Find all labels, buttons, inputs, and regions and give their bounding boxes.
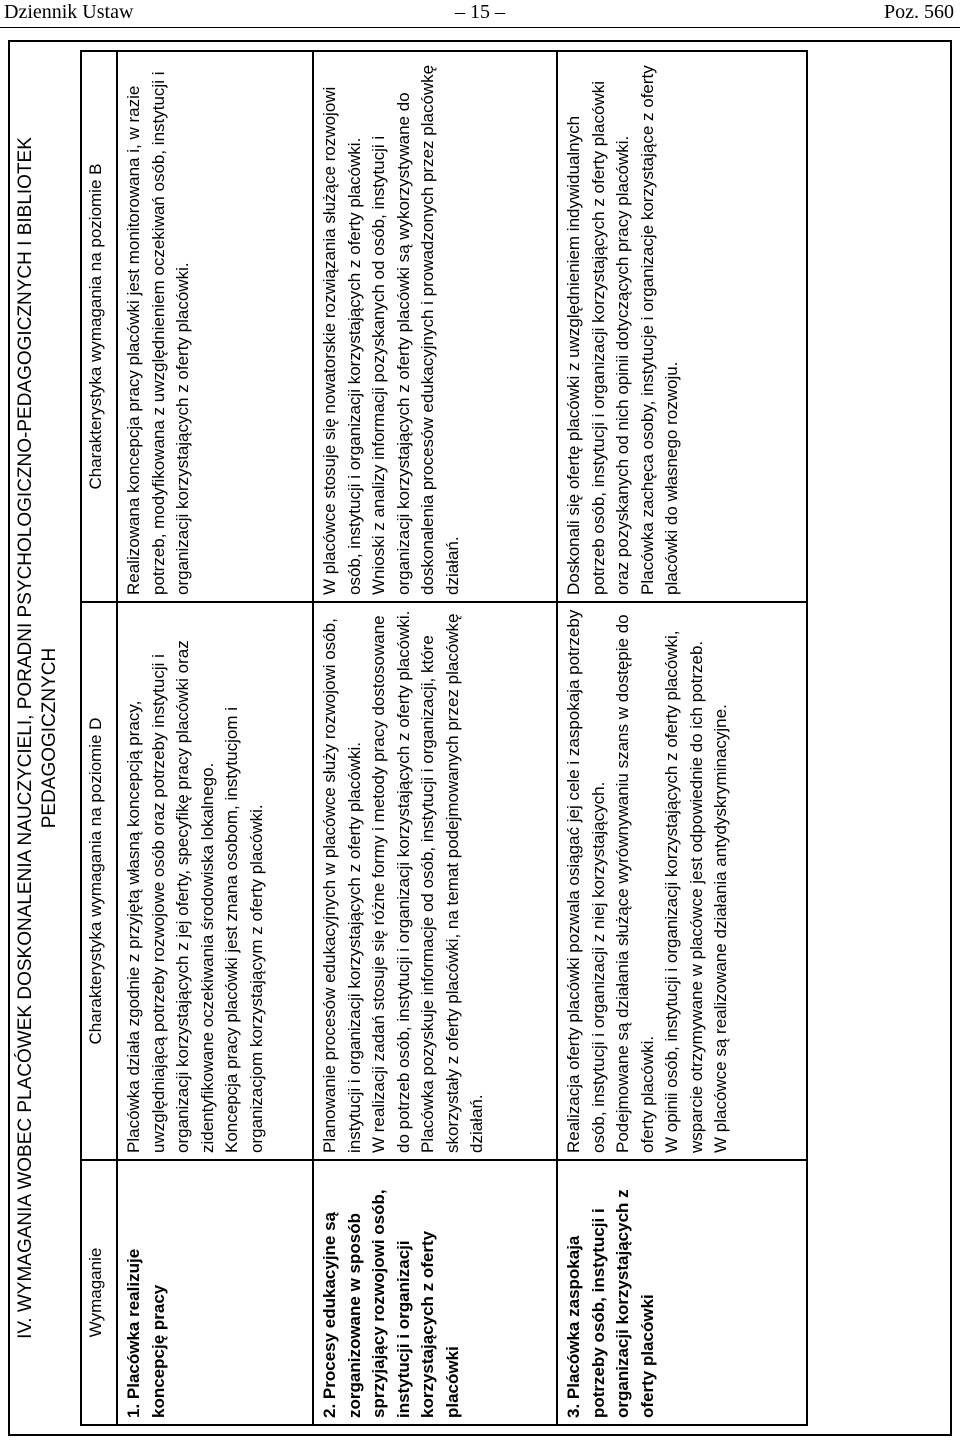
level-d-paragraph: W opinii osób, instytucji i organizacji korzystających z oferty placówki, wsparcie otrzymywane w placówce jest odpowiednie do ich potrzeb.	[662, 630, 706, 1153]
table-row	[557, 51, 807, 1425]
position-number: Poz. 560	[884, 1, 954, 23]
requirement-cell: 1. Placówka realizuje koncepcję pracy	[117, 1160, 313, 1425]
level-b-cell	[557, 51, 807, 602]
landscape-frame	[8, 40, 952, 1436]
level-b-cell	[117, 51, 313, 602]
section-title-line-2: PEDAGOGICZNYCH	[39, 647, 60, 829]
level-d-paragraph: Placówka działa zgodnie z przyjętą własną koncepcją pracy, uwzględniającą potrzeby rozwojowe osób oraz potrzeby instytucji i organizacji korzystających z jej oferty, specyfikę pracy placówki oraz zidentyfikowane oczekiwania środowiska lokalnego.	[124, 640, 217, 1153]
level-d-cell	[313, 602, 557, 1160]
level-d-paragraph: Podejmowane są działania służące wyrównywaniu szans w dostępie do oferty placówki.	[613, 614, 657, 1153]
requirements-table	[80, 50, 808, 1426]
level-d-paragraph: W realizacji zadań stosuje się różne formy i metody pracy dostosowane do potrzeb osób, instytucji i organizacji korzystających z oferty placówki.	[369, 610, 413, 1153]
section-title	[14, 40, 62, 1436]
running-header	[0, 0, 960, 26]
rotated-table-area	[8, 40, 952, 1436]
level-d-paragraph: Koncepcja pracy placówki jest znana osobom, instytucjom i organizacjom korzystającym z oferty placówki.	[222, 707, 266, 1153]
column-header-level-d: Charakterystyka wymagania na poziomie D	[81, 602, 117, 1160]
level-d-paragraph: W placówce są realizowane działania antydyskryminacyjne.	[711, 704, 730, 1153]
table-row	[117, 51, 313, 1425]
level-b-paragraph: W placówce stosuje się nowatorskie rozwiązania służące rozwojowi osób, instytucji i organizacji korzystających z oferty placówki.	[320, 86, 364, 595]
requirement-cell: 2. Procesy edukacyjne są zorganizowane w sposób sprzyjający rozwojowi osób, instytucji i organizacji korzystających z oferty placówki	[313, 1160, 557, 1425]
level-d-paragraph: Planowanie procesów edukacyjnych w placówce służy rozwojowi osób, instytucji i organizacji korzystających z oferty placówki.	[320, 618, 364, 1153]
level-b-paragraph: Wnioski z analizy informacji pozyskanych od osób, instytucji i organizacji korzystających z oferty placówki są wykorzystywane do doskonalenia procesów edukacyjnych i prowadzonych przez placówkę działań.	[369, 64, 462, 595]
level-d-paragraph: Placówka pozyskuje informacje od osób, instytucji i organizacji, które skorzystały z oferty placówki, na temat podejmowanych przez placówkę działań.	[418, 613, 486, 1153]
level-d-paragraph: Realizacja oferty placówki pozwala osiągać jej cele i zaspokaja potrzeby osób, instytucji i organizacji z niej korzystających.	[564, 609, 608, 1153]
requirement-cell: 3. Placówka zaspokaja potrzeby osób, instytucji i organizacji korzystających z oferty placówki	[557, 1160, 807, 1425]
level-b-paragraph: Doskonali się ofertę placówki z uwzględnieniem indywidualnych potrzeb osób, instytucji i organizacji korzystających z oferty placówki oraz pozyskanych od nich opinii dotyczących pracy placówki.	[564, 81, 632, 595]
level-d-cell	[557, 602, 807, 1160]
level-b-paragraph: Realizowana koncepcja pracy placówki jest monitorowana i, w razie potrzeb, modyfikowana z uwzględnieniem oczekiwań osób, instytucji i organizacji korzystających z oferty placówki.	[124, 71, 192, 595]
column-header-level-b: Charakterystyka wymagania na poziomie B	[81, 51, 117, 602]
section-title-line-1: IV. WYMAGANIA WOBEC PLACÓWEK DOSKONALENIA NAUCZYCIELI, PORADNI PSYCHOLOGICZNO-PEDAGOGICZNYCH I BIBLIOTEK	[15, 137, 36, 1339]
header-rule	[0, 27, 960, 28]
column-header-requirement: Wymaganie	[81, 1160, 117, 1425]
table-header-row	[81, 51, 117, 1425]
level-b-cell	[313, 51, 557, 602]
level-b-paragraph: Placówka zachęca osoby, instytucje i organizacje korzystające z oferty placówki do własnego rozwoju.	[637, 65, 681, 595]
journal-name: Dziennik Ustaw	[4, 1, 134, 23]
page-number: – 15 –	[455, 1, 505, 23]
table-row	[313, 51, 557, 1425]
level-d-cell	[117, 602, 313, 1160]
